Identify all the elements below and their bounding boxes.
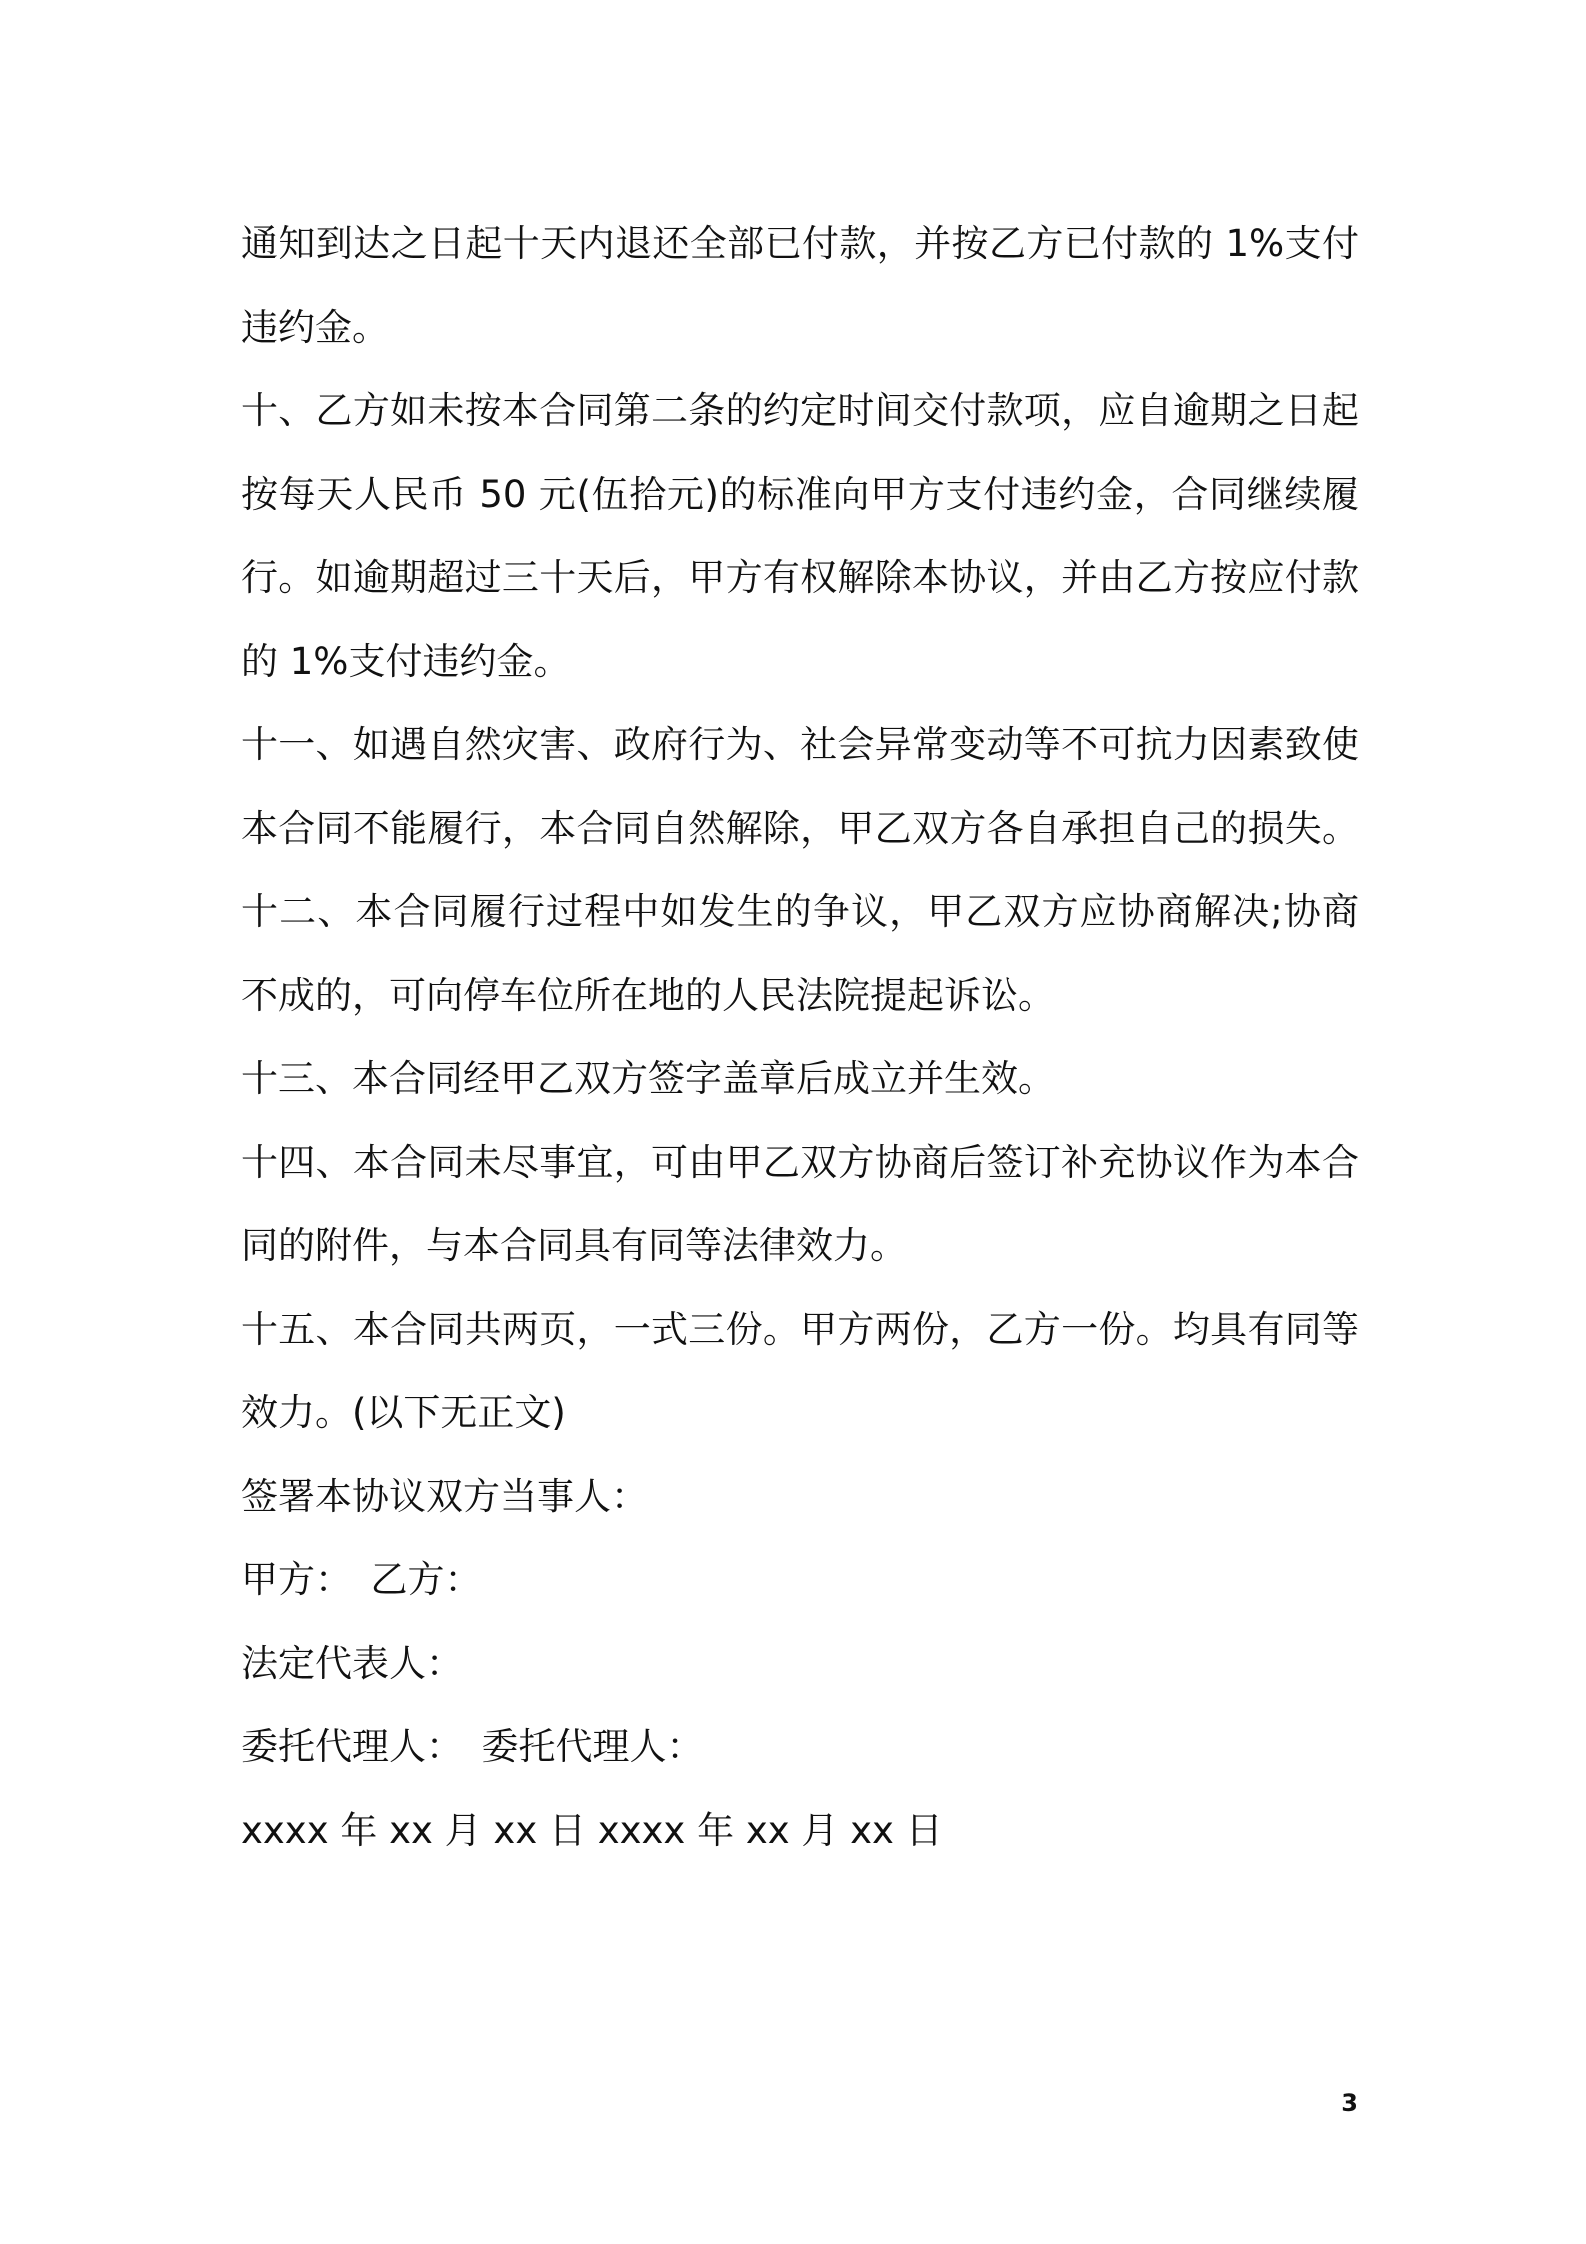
page-number: 3 bbox=[1341, 2089, 1358, 2117]
signing-dates: xxxx 年 xx 月 xx 日 xxxx 年 xx 月 xx 日 bbox=[241, 1808, 943, 1852]
authorized-agent-labels: 委托代理人： 委托代理人： bbox=[241, 1725, 704, 1768]
clause-10-line: 十、乙方如未按本合同第二条的约定时间交付款项，应自逾期之日起 bbox=[241, 389, 1359, 432]
text-line: 违约金。 bbox=[241, 305, 389, 349]
clause-11-line: 十一、如遇自然灾害、政府行为、社会异常变动等不可抗力因素致使 bbox=[241, 723, 1359, 766]
legal-representative-label: 法定代表人： bbox=[241, 1641, 463, 1685]
clause-10-line: 的 1%支付违约金。 bbox=[241, 639, 571, 683]
clause-15-line: 效力。(以下无正文) bbox=[241, 1391, 566, 1434]
clause-10-line: 行。如逾期超过三十天后，甲方有权解除本协议，并由乙方按应付款 bbox=[241, 556, 1359, 599]
signatories-heading: 签署本协议双方当事人： bbox=[241, 1474, 648, 1518]
clause-10-line: 按每天人民币 50 元(伍拾元)的标准向甲方支付违约金，合同继续履 bbox=[241, 472, 1359, 516]
contract-body bbox=[241, 202, 1359, 1872]
text-line: 通知到达之日起十天内退还全部已付款，并按乙方已付款的 1%支付 bbox=[241, 222, 1359, 265]
clause-13-line: 十三、本合同经甲乙双方签字盖章后成立并生效。 bbox=[241, 1057, 1055, 1100]
clause-15-line: 十五、本合同共两页，一式三份。甲方两份，乙方一份。均具有同等 bbox=[241, 1307, 1359, 1351]
clause-12-line: 十二、本合同履行过程中如发生的争议，甲乙双方应协商解决;协商 bbox=[241, 890, 1359, 933]
clause-11-line: 本合同不能履行，本合同自然解除，甲乙双方各自承担自己的损失。 bbox=[241, 806, 1359, 850]
clause-12-line: 不成的，可向停车位所在地的人民法院提起诉讼。 bbox=[241, 973, 1055, 1017]
party-labels: 甲方： 乙方： bbox=[241, 1558, 482, 1601]
clause-14-line: 同的附件，与本合同具有同等法律效力。 bbox=[241, 1224, 907, 1267]
clause-14-line: 十四、本合同未尽事宜，可由甲乙双方协商后签订补充协议作为本合 bbox=[241, 1140, 1359, 1184]
